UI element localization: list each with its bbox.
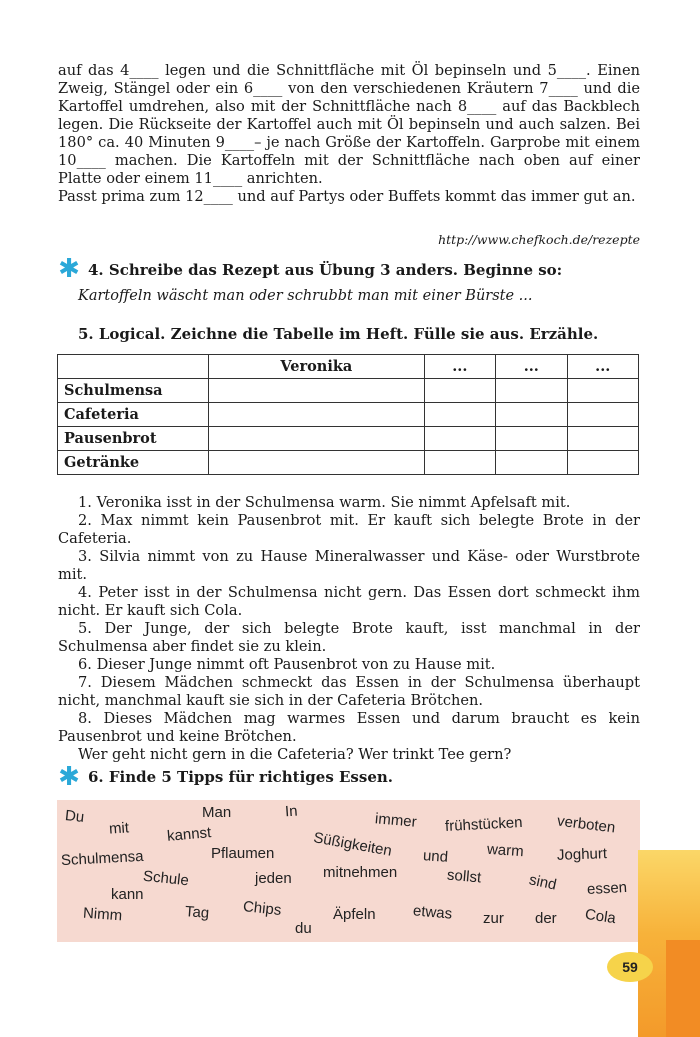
word: Tag (184, 903, 210, 922)
star-icon: ✱ (58, 762, 80, 792)
word: und (422, 847, 449, 866)
word: immer (374, 810, 418, 831)
word: Du (64, 807, 86, 826)
word: sind (527, 871, 558, 894)
table-cell (209, 379, 425, 403)
table-row (58, 403, 639, 427)
table-cell (496, 403, 567, 427)
word: sollst (446, 866, 482, 887)
task4-title: 4. Schreibe das Rezept aus Übung 3 anders. Beginne so: (88, 261, 563, 279)
list-item: 6. Dieser Junge nimmt oft Pausenbrot von zu Hause mit. (78, 656, 496, 673)
table-row-label: Cafeteria (58, 403, 209, 427)
word: zur (483, 910, 504, 927)
table-row (58, 379, 639, 403)
list-item: 3. Silvia nimmt von zu Hause Mineralwasser und Käse- oder Wurstbrote mit. (58, 548, 640, 583)
table-header-cell (58, 355, 209, 379)
table-cell (496, 451, 567, 475)
word: Pflaumen (211, 845, 275, 862)
word: der (535, 910, 557, 927)
word: Man (202, 804, 232, 821)
list-item: 1. Veronika isst in der Schulmensa warm. Sie nimmt Apfelsaft mit. (78, 494, 571, 511)
task4-example: Kartoffeln wäscht man oder schrubbt man mit einer Bürste ... (78, 288, 533, 304)
table-header-cell: ... (496, 355, 567, 379)
word: Schule (142, 867, 190, 890)
word: du (295, 920, 312, 937)
logic-table (57, 354, 639, 475)
table-header-row (58, 355, 639, 379)
decorative-side-bar-dark (666, 940, 700, 1037)
word: Schulmensa (60, 847, 144, 870)
word: Süßigkeiten (312, 829, 394, 860)
task5-title: 5. Logical. Zeichne die Tabelle im Heft. Fülle sie aus. Erzähle. (78, 325, 599, 343)
intro-text (58, 62, 640, 206)
list-item: 2. Max nimmt kein Pausenbrot mit. Er kauft sich belegte Brote in der Cafeteria. (58, 512, 640, 547)
table-cell (567, 427, 638, 451)
word: In (284, 802, 299, 821)
word: jeden (255, 870, 292, 887)
table-row-label: Pausenbrot (58, 427, 209, 451)
table-cell (424, 379, 495, 403)
list-item: 8. Dieses Mädchen mag warmes Essen und darum braucht es kein Pausenbrot und keine Brötchen. (58, 710, 640, 745)
word: kann (111, 886, 144, 903)
table-cell (567, 403, 638, 427)
table-cell (424, 427, 495, 451)
word: Cola (583, 905, 617, 928)
table-row (58, 451, 639, 475)
word: verboten (556, 812, 617, 837)
table-cell (567, 379, 638, 403)
word: Chips (242, 898, 283, 919)
word: essen (586, 878, 628, 899)
word: etwas (412, 902, 453, 923)
list-item: 7. Diesem Mädchen schmeckt das Essen in der Schulmensa überhaupt nicht, manchmal kauft sie sich in der Cafeteria Brötchen. (58, 674, 640, 709)
table-cell (209, 451, 425, 475)
word: Äpfeln (333, 906, 376, 923)
question: Wer geht nicht gern in die Cafeteria? Wer trinkt Tee gern? (78, 746, 512, 763)
word: Nimm (82, 904, 123, 925)
word-box (57, 800, 640, 942)
list-item: 5. Der Junge, der sich belegte Brote kauft, isst manchmal in der Schulmensa aber findet sie zu klein. (58, 620, 640, 655)
table-cell (424, 451, 495, 475)
statements-list (58, 494, 640, 764)
table-row (58, 427, 639, 451)
page-number: 59 (607, 952, 653, 982)
word: kannst (166, 824, 212, 845)
source-link: http://www.chefkoch.de/rezepte (438, 232, 640, 247)
word: mitnehmen (323, 864, 398, 881)
word: warm (486, 840, 525, 861)
word: frühstücken (444, 813, 523, 836)
table-header-cell: ... (424, 355, 495, 379)
word: mit (108, 819, 130, 838)
table-row-label: Getränke (58, 451, 209, 475)
intro-paragraph: auf das 4____ legen und die Schnittfläche mit Öl bepinseln und 5____. Einen Zweig, Stängel oder ein 6____ von den verschiedenen Kräutern 7____ und die Kartoffel umdrehen, also mit der Schnittfläche nach 8____ auf das Backblech legen. Die Rückseite der Kartoffel auch mit Öl bepinseln und auch salzen. Bei 180° ca. 40 Minuten 9____– je nach Größe der Kartoffeln. Garprobe mit einem 10____ machen. Die Kartoffeln mit der Schnittfläche nach oben auf einer Platte oder einem 11____ anrichten. (58, 62, 640, 187)
table-row-label: Schulmensa (58, 379, 209, 403)
table-header-cell: ... (567, 355, 638, 379)
table-cell (209, 427, 425, 451)
table-cell (496, 379, 567, 403)
table-cell (567, 451, 638, 475)
table-cell (424, 403, 495, 427)
table-header-cell: Veronika (209, 355, 425, 379)
table-cell (209, 403, 425, 427)
star-icon: ✱ (58, 254, 80, 284)
intro-paragraph-2: Passt prima zum 12____ und auf Partys oder Buffets kommt das immer gut an. (58, 188, 636, 205)
table-cell (496, 427, 567, 451)
word: Joghurt (556, 845, 608, 864)
list-item: 4. Peter isst in der Schulmensa nicht gern. Das Essen dort schmeckt ihm nicht. Er kauft sich Cola. (58, 584, 640, 619)
task6-title: 6. Finde 5 Tipps für richtiges Essen. (88, 768, 393, 786)
